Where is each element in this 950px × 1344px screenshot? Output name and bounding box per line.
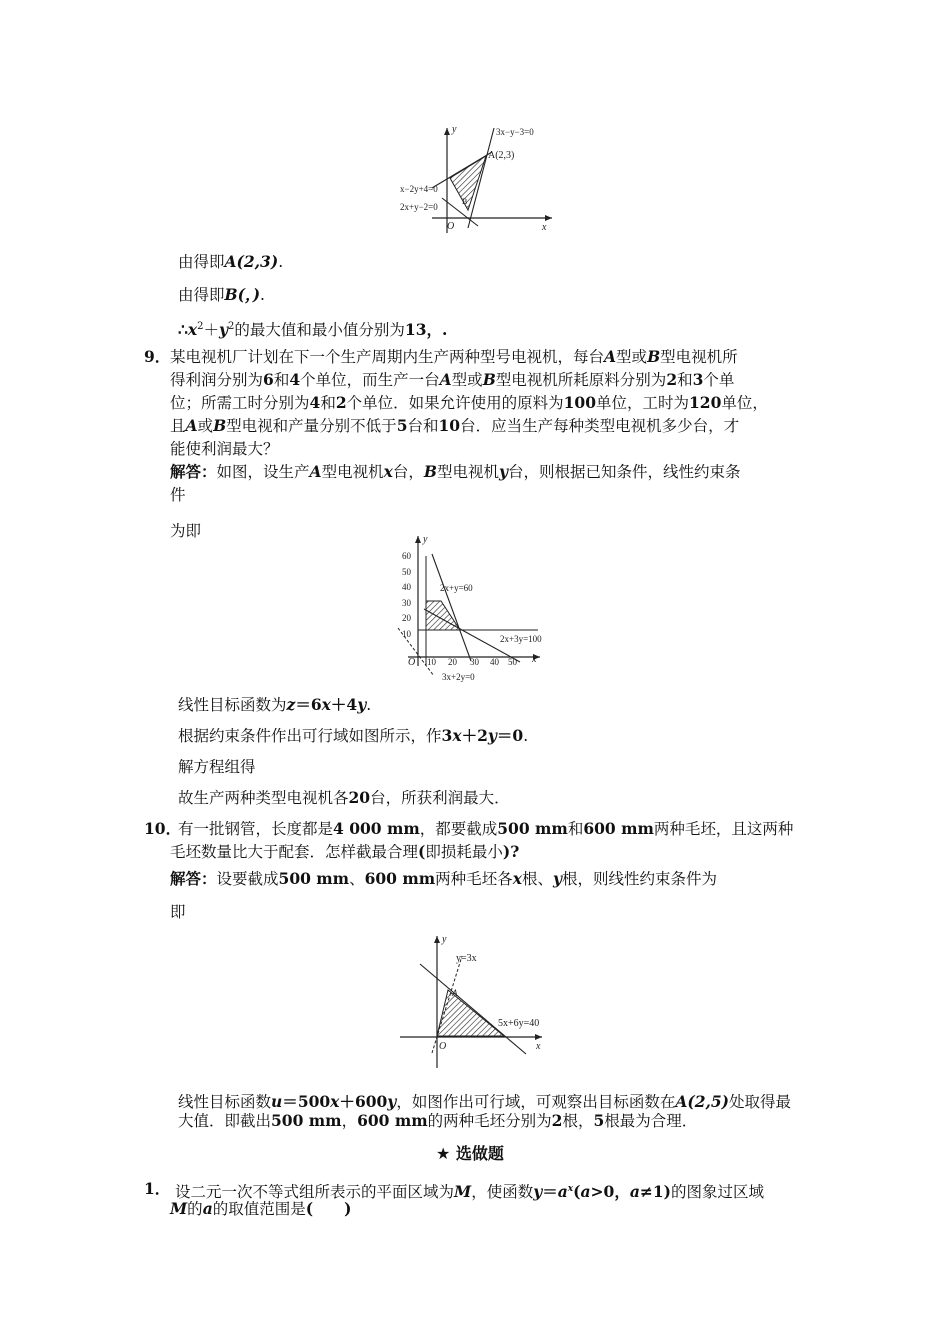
x-tick-20: 20 [448, 657, 457, 667]
figure-feasible-region-1 [392, 118, 562, 238]
q9-conclusion: 故生产两种类型电视机各20台，所获利润最大． [178, 788, 510, 807]
q9-answer-line-2: 件 [170, 486, 186, 504]
q9-text-line-5: 能使利润最大？ [170, 440, 279, 458]
x-axis-label: x [536, 1041, 541, 1052]
x-axis-arrow [535, 1034, 542, 1040]
q9-objective: 线性目标函数为z＝6x＋4y. [178, 695, 372, 714]
point-label-a: A(2,3) [488, 150, 515, 161]
y-axis-arrow [444, 128, 450, 135]
figure-feasible-region-3 [392, 928, 552, 1076]
line-label-2x+3y-100: 2x+3y=100 [500, 634, 542, 644]
line-label-2x+y-60: 2x+y=60 [440, 583, 473, 593]
y-axis-arrow [434, 936, 440, 943]
q8-line-c: $\therefore x^2+y^2$的最大值和最小值分别为13，. [178, 320, 448, 340]
line-label-5x+6y-40: 5x+6y=40 [498, 1018, 540, 1029]
q10-answer-line-2: 即 [170, 903, 186, 921]
x-tick-40: 40 [490, 657, 499, 667]
o1-number: 1． [144, 1179, 171, 1198]
feasible-region [437, 990, 504, 1036]
point-label-a: A [452, 988, 458, 998]
origin-label: O [408, 657, 416, 668]
y-axis-label: y [442, 934, 447, 945]
q10-answer-line-1: 解答：设要截成500 mm、600 mm两种毛坯各x根、y根，则线性约束条件为 [170, 869, 717, 888]
q9-draw-region: 根据约束条件作出可行域如图所示，作3x＋2y＝0. [178, 726, 529, 745]
q10-text-line-2: 毛坯数量比大于配套．怎样截最合理(即损耗最小)? [170, 842, 520, 861]
figure-feasible-region-2 [388, 528, 568, 688]
y-axis-label: y [452, 124, 457, 135]
x-axis-label: x [532, 654, 537, 665]
feasible-region [450, 156, 486, 210]
q9-text-line-2: 得利润分别为6和4个单位，而生产一台A型或B型电视机所耗原料分别为2和3个单 [170, 370, 735, 389]
q10-objective-line-1: 线性目标函数u＝500x＋600y，如图作出可行域，可观察出目标函数在A(2,5)处取得最 [178, 1092, 792, 1111]
q9-text-line-1: 某电视机厂计划在下一个生产周期内生产两种型号电视机，每台A型或B型电视机所 [170, 347, 738, 366]
q9-number: 9． [144, 347, 171, 366]
y-tick-40: 40 [402, 582, 411, 592]
q9-answer-line-3: 为即 [170, 522, 202, 540]
line-label-2x+y-2: 2x+y−2=0 [400, 202, 438, 212]
origin-label: O [447, 221, 455, 232]
origin-label: O [439, 1041, 447, 1052]
y-tick-60: 60 [402, 551, 411, 561]
star-icon: ★ [436, 1144, 451, 1163]
line-label-3x-y-3: 3x−y−3=0 [496, 127, 534, 137]
q8-line-b: 由得即B(，). [178, 285, 265, 304]
line-label-3x+2y-0: 3x+2y=0 [442, 672, 475, 682]
o1-text-line-1: 设二元一次不等式组所表示的平面区域为M，使函数$y=a^x(a>0$，a≠1)的图象过区域 [175, 1182, 764, 1202]
y-tick-50: 50 [402, 567, 411, 577]
o1-text-line-2: M的a的取值范围是( ) [170, 1199, 352, 1218]
section-title: 选做题 [455, 1144, 504, 1163]
q9-text-line-4: 且A或B型电视和产量分别不低于5台和10台．应当生产每种类型电视机多少台，才 [170, 416, 740, 435]
q9-answer-line-1: 解答：如图，设生产A型电视机x台，B型电视机y台，则根据已知条件，线性约束条 [170, 462, 741, 481]
y-tick-10: 10 [402, 629, 411, 639]
x-axis-label: x [542, 222, 547, 233]
y-tick-30: 30 [402, 598, 411, 608]
line-label-y-3x: y=3x [456, 953, 477, 964]
line-label-x-2y+4: x−2y+4=0 [400, 184, 438, 194]
section-heading [436, 1143, 504, 1165]
x-tick-10: 10 [427, 657, 436, 667]
q10-text-line-1: 有一批钢管，长度都是4 000 mm，都要截成500 mm和600 mm两种毛坯，且这两种 [178, 819, 794, 838]
q8-line-a: 由得即A(2,3). [178, 252, 284, 271]
point-label-b: B [462, 197, 468, 206]
x-axis-arrow [545, 215, 552, 221]
q10-number: 10． [144, 819, 182, 838]
x-tick-50: 50 [508, 657, 517, 667]
y-axis-label: y [423, 534, 428, 545]
y-tick-20: 20 [402, 613, 411, 623]
q10-objective-line-2: 大值．即截出500 mm，600 mm的两种毛坯分别为2根，5根最为合理． [178, 1111, 698, 1130]
q9-solve: 解方程组得 [178, 758, 256, 776]
q9-text-line-3: 位；所需工时分别为4和2个单位．如果允许使用的原料为100单位，工时为120单位， [170, 393, 768, 412]
y-axis-arrow [415, 536, 421, 543]
line-5x+6y-40 [420, 964, 526, 1054]
x-tick-30: 30 [470, 657, 479, 667]
